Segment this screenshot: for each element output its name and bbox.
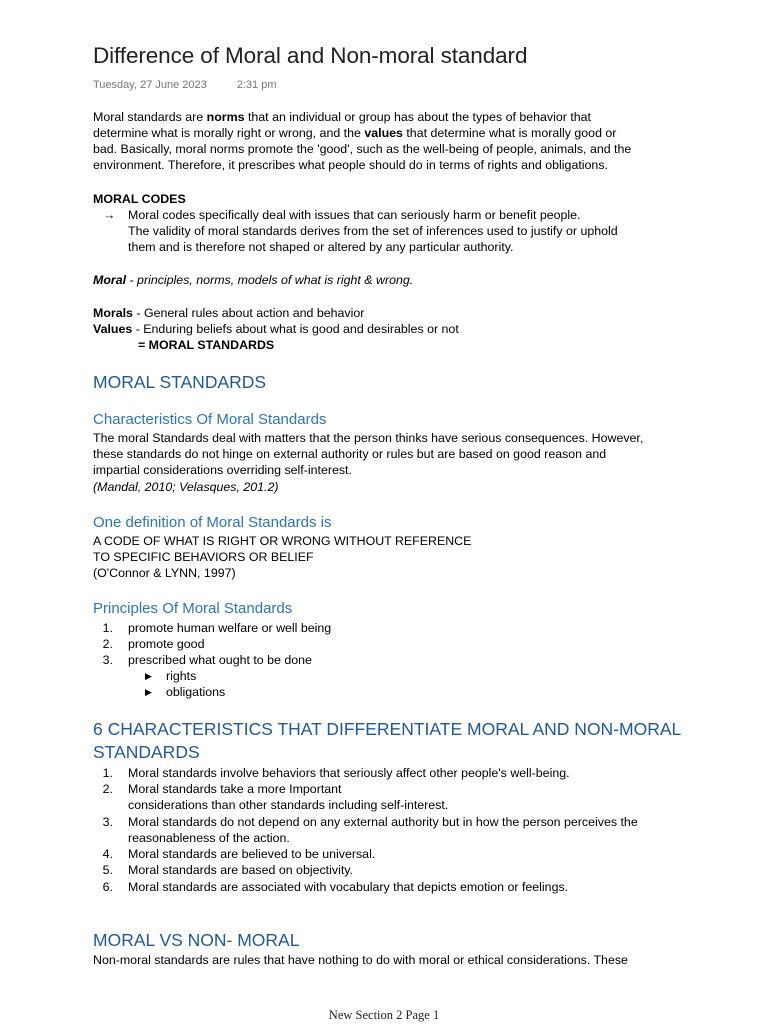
vs-line: Non-moral standards are rules that have nothing to do with moral or ethical considerations. These <box>93 953 628 967</box>
list-item: prescribed what ought to be done <box>128 653 312 667</box>
page-time: 2:31 pm <box>236 79 277 91</box>
definition-line: A CODE OF WHAT IS RIGHT OR WRONG WITHOUT REFERENCE <box>93 534 472 548</box>
characteristics-citation: (Mandal, 2010; Velasques, 201.2) <box>93 480 279 494</box>
equals-moral-standards: = MORAL STANDARDS <box>138 338 275 352</box>
list-number: 6. <box>102 880 113 894</box>
list-item: Moral standards are believed to be universal. <box>128 847 376 861</box>
moral-codes-line: The validity of moral standards derives from the set of inferences used to justify or uphold <box>128 224 618 238</box>
heading-six-characteristics: 6 CHARACTERISTICS THAT DIFFERENTIATE MORAL AND NON-MORAL <box>93 719 682 739</box>
heading-moral-vs-non-moral: MORAL VS NON- MORAL <box>93 930 300 950</box>
morals-line: Morals - General rules about action and behavior <box>93 306 365 320</box>
intro-line: determine what is morally right or wrong, and the values that determine what is morally good or <box>93 126 617 140</box>
definition-line: TO SPECIFIC BEHAVIORS OR BELIEF <box>93 550 314 564</box>
list-item: Moral standards involve behaviors that seriously affect other people's well-being. <box>128 766 570 780</box>
list-item: promote human welfare or well being <box>128 621 332 635</box>
list-item: Moral standards take a more Important <box>128 782 342 796</box>
heading-six-characteristics-cont: STANDARDS <box>93 742 200 762</box>
intro-line: environment. Therefore, it prescribes what people should do in terms of rights and obligations. <box>93 158 608 172</box>
arrow-bullet-icon: → <box>103 208 116 222</box>
characteristics-line: The moral Standards deal with matters that the person thinks have serious consequences. However, <box>93 431 644 445</box>
list-item: Moral standards are based on objectivity. <box>128 863 353 877</box>
list-number: 4. <box>102 847 113 861</box>
list-number: 1. <box>102 621 113 635</box>
page-footer: New Section 2 Page 1 <box>328 1008 440 1022</box>
page-meta <box>93 79 277 91</box>
moral-codes-line: them and is therefore not shaped or altered by any particular authority. <box>128 240 514 254</box>
intro-line: Moral standards are norms that an individual or group has about the types of behavior that <box>93 110 591 124</box>
list-number: 2. <box>102 782 113 796</box>
list-item: promote good <box>128 637 205 651</box>
sub-list-item: rights <box>166 669 197 683</box>
characteristics-line: these standards do not hinge on external authority or rules but are based on good reason and <box>93 447 607 461</box>
list-item: Moral standards are associated with vocabulary that depicts emotion or feelings. <box>128 880 569 894</box>
list-item-cont: reasonableness of the action. <box>128 831 290 845</box>
heading-characteristics: Characteristics Of Moral Standards <box>93 411 327 428</box>
list-number: 3. <box>102 653 113 667</box>
intro-line: bad. Basically, moral norms promote the 'good', such as the well-being of people, animals, and the <box>93 142 632 156</box>
triangle-bullet-icon: ▶ <box>145 671 152 681</box>
heading-principles: Principles Of Moral Standards <box>93 600 293 617</box>
characteristics-line: impartial considerations overriding self-interest. <box>93 463 352 477</box>
definition-citation: (O'Connor & LYNN, 1997) <box>93 566 236 580</box>
page-title: Difference of Moral and Non-moral standard <box>93 43 528 68</box>
sub-list-item: obligations <box>166 685 226 699</box>
moral-codes-heading: MORAL CODES <box>93 192 186 206</box>
moral-codes-line: Moral codes specifically deal with issues that can seriously harm or benefit people. <box>128 208 581 222</box>
list-number: 3. <box>102 815 113 829</box>
list-item: Moral standards do not depend on any external authority but in how the person perceives the <box>128 815 638 829</box>
moral-definition: Moral - principles, norms, models of what is right & wrong. <box>93 273 414 287</box>
list-number: 2. <box>102 637 113 651</box>
page-date: Tuesday, 27 June 2023 <box>93 79 207 91</box>
list-number: 1. <box>102 766 113 780</box>
list-item-cont: considerations than other standards including self-interest. <box>128 798 449 812</box>
heading-definition: One definition of Moral Standards is <box>93 514 332 531</box>
heading-moral-standards: MORAL STANDARDS <box>93 372 267 392</box>
list-number: 5. <box>102 863 113 877</box>
values-line: Values - Enduring beliefs about what is good and desirables or not <box>93 322 459 336</box>
triangle-bullet-icon: ▶ <box>145 687 152 697</box>
